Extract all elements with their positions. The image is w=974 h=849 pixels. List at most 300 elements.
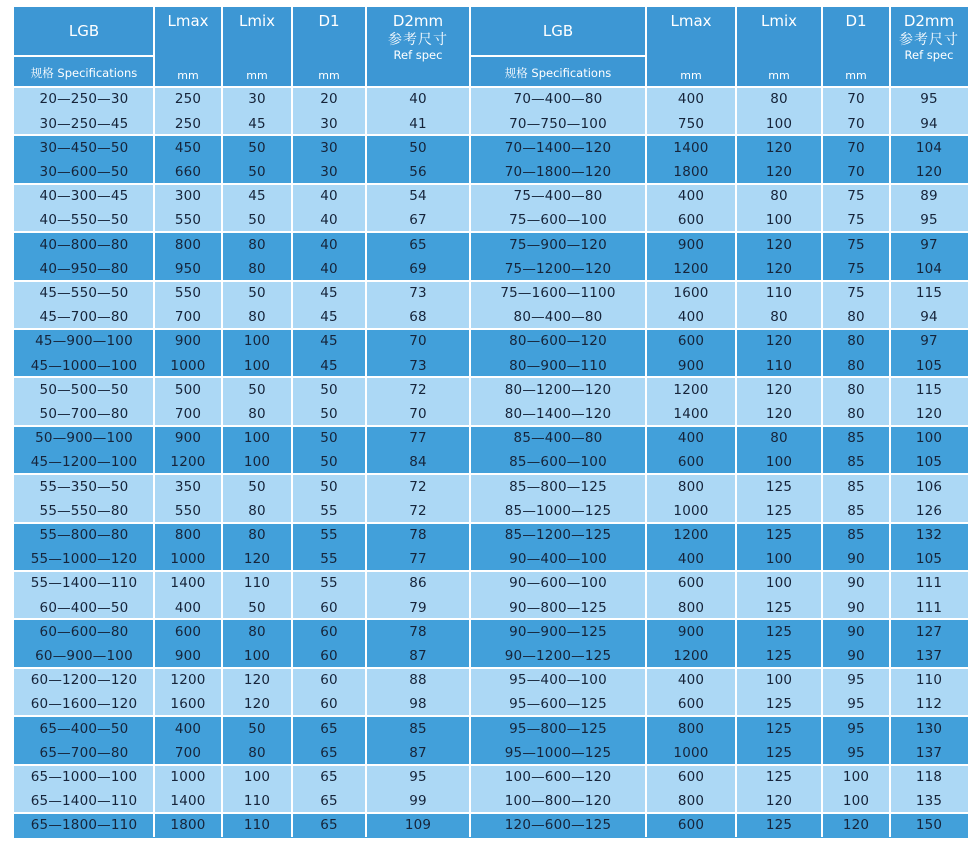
table-cell: 150	[890, 813, 968, 838]
row-divider	[14, 618, 968, 620]
table-cell: 90—900—125	[470, 619, 646, 644]
header-divider	[470, 55, 646, 57]
table-cell: 1800	[154, 813, 222, 838]
row-divider	[14, 715, 968, 717]
table-cell: 104	[890, 256, 968, 281]
table-cell: 86	[366, 571, 470, 596]
table-cell: 70—400—80	[470, 87, 646, 112]
table-cell: 85—1200—125	[470, 523, 646, 548]
table-cell: 40—950—80	[14, 256, 154, 281]
table-cell: 75—400—80	[470, 184, 646, 209]
table-cell: 50	[292, 402, 366, 427]
table-cell: 88	[366, 668, 470, 693]
table-cell: 65—400—50	[14, 716, 154, 741]
table-cell: 97	[890, 232, 968, 257]
table-cell: 400	[646, 184, 736, 209]
table-cell: 50	[366, 135, 470, 160]
table-cell: 60—400—50	[14, 595, 154, 620]
table-cell: 700	[154, 305, 222, 330]
table-cell: 80	[736, 87, 822, 112]
table-cell: 100	[222, 426, 292, 451]
left-header-d2-label: D2mm	[392, 12, 444, 30]
table-cell: 55	[292, 547, 366, 572]
table-cell: 65	[292, 813, 366, 838]
right-header-d1-unit: mm	[845, 69, 867, 83]
left-header-lmax	[154, 7, 222, 87]
table-cell: 40—550—50	[14, 208, 154, 233]
table-cell: 60	[292, 692, 366, 717]
table-cell: 800	[154, 232, 222, 257]
table-cell: 65	[366, 232, 470, 257]
left-header-lgb-label: LGB	[68, 21, 100, 40]
table-cell: 110	[736, 353, 822, 378]
table-cell: 120	[222, 668, 292, 693]
table-cell: 60—600—80	[14, 619, 154, 644]
table-cell: 950	[154, 256, 222, 281]
table-cell: 125	[736, 692, 822, 717]
table-cell: 60	[292, 619, 366, 644]
table-cell: 110	[222, 571, 292, 596]
table-cell: 800	[154, 523, 222, 548]
table-cell: 80	[222, 498, 292, 523]
table-cell: 50—700—80	[14, 402, 154, 427]
right-header-spec	[470, 56, 646, 87]
table-cell: 30	[292, 135, 366, 160]
table-cell: 78	[366, 523, 470, 548]
left-header-d1-unit: mm	[318, 69, 340, 83]
table-cell: 54	[366, 184, 470, 209]
row-divider	[14, 473, 968, 475]
table-cell: 65	[292, 765, 366, 790]
table-cell: 90—400—100	[470, 547, 646, 572]
table-cell: 70	[366, 402, 470, 427]
table-cell: 120	[222, 547, 292, 572]
table-cell: 800	[646, 716, 736, 741]
table-cell: 65	[292, 740, 366, 765]
table-cell: 50	[222, 208, 292, 233]
table-cell: 65—1800—110	[14, 813, 154, 838]
table-cell: 1400	[154, 789, 222, 814]
table-cell: 90—1200—125	[470, 644, 646, 669]
table-cell: 94	[890, 305, 968, 330]
table-cell: 100	[736, 450, 822, 475]
column-divider	[221, 7, 223, 837]
table-cell: 120	[222, 692, 292, 717]
table-cell: 80	[736, 184, 822, 209]
table-cell: 50	[222, 377, 292, 402]
table-cell: 45—1200—100	[14, 450, 154, 475]
table-cell: 106	[890, 474, 968, 499]
table-cell: 118	[890, 765, 968, 790]
column-divider	[469, 7, 471, 837]
row-divider	[14, 812, 968, 814]
table-cell: 45	[292, 353, 366, 378]
table-cell: 115	[890, 377, 968, 402]
table-cell: 75—600—100	[470, 208, 646, 233]
table-cell: 65—700—80	[14, 740, 154, 765]
table-cell: 550	[154, 208, 222, 233]
column-divider	[889, 7, 891, 837]
row-divider	[14, 134, 968, 136]
table-cell: 120	[736, 256, 822, 281]
table-cell: 50	[222, 474, 292, 499]
table-cell: 85	[822, 498, 890, 523]
table-cell: 55	[292, 498, 366, 523]
table-cell: 700	[154, 740, 222, 765]
table-cell: 95	[822, 692, 890, 717]
table-cell: 70—1800—120	[470, 160, 646, 185]
table-cell: 70—1400—120	[470, 135, 646, 160]
table-cell: 110	[890, 668, 968, 693]
table-cell: 900	[646, 353, 736, 378]
table-cell: 1200	[646, 256, 736, 281]
left-header-d1-label: D1	[318, 12, 340, 30]
table-cell: 1200	[646, 523, 736, 548]
spec-table	[14, 7, 968, 841]
left-header-spec-label: 规格 Specifications	[30, 65, 138, 80]
right-header-d1-label: D1	[845, 12, 867, 30]
right-header-spec-label: 规格 Specifications	[504, 65, 612, 80]
table-cell: 550	[154, 281, 222, 306]
table-cell: 120	[736, 232, 822, 257]
table-cell: 80	[222, 523, 292, 548]
table-cell: 65—1400—110	[14, 789, 154, 814]
table-cell: 90—800—125	[470, 595, 646, 620]
table-cell: 125	[736, 595, 822, 620]
table-cell: 65	[292, 789, 366, 814]
table-cell: 45—900—100	[14, 329, 154, 354]
table-cell: 89	[890, 184, 968, 209]
table-cell: 75—900—120	[470, 232, 646, 257]
table-cell: 1200	[154, 450, 222, 475]
row-divider	[14, 522, 968, 524]
table-cell: 100	[736, 208, 822, 233]
row-divider	[14, 280, 968, 282]
right-header-lgb	[470, 7, 646, 56]
table-cell: 75—1200—120	[470, 256, 646, 281]
table-cell: 90—600—100	[470, 571, 646, 596]
table-cell: 60	[292, 644, 366, 669]
table-cell: 100—600—120	[470, 765, 646, 790]
table-cell: 125	[736, 474, 822, 499]
right-header-lgb-label: LGB	[542, 21, 574, 40]
table-cell: 45	[292, 281, 366, 306]
table-cell: 40	[292, 256, 366, 281]
table-cell: 60—1200—120	[14, 668, 154, 693]
table-cell: 600	[646, 208, 736, 233]
table-cell: 115	[890, 281, 968, 306]
table-cell: 80—400—80	[470, 305, 646, 330]
table-cell: 120	[822, 813, 890, 838]
table-cell: 900	[646, 619, 736, 644]
table-cell: 85—800—125	[470, 474, 646, 499]
table-cell: 110	[222, 813, 292, 838]
table-cell: 45—550—50	[14, 281, 154, 306]
table-cell: 95—400—100	[470, 668, 646, 693]
table-cell: 800	[646, 595, 736, 620]
table-cell: 45	[222, 184, 292, 209]
table-cell: 50—900—100	[14, 426, 154, 451]
table-cell: 30—600—50	[14, 160, 154, 185]
row-divider	[14, 86, 968, 88]
right-header-d2-ref: Ref spec	[904, 48, 954, 63]
right-header-d1	[822, 7, 890, 87]
table-cell: 1000	[154, 353, 222, 378]
table-cell: 600	[646, 813, 736, 838]
row-divider	[14, 328, 968, 330]
right-header-d2-cn: 参考尺寸	[899, 32, 959, 49]
table-cell: 70	[366, 329, 470, 354]
table-cell: 100	[822, 789, 890, 814]
table-cell: 68	[366, 305, 470, 330]
table-cell: 85—400—80	[470, 426, 646, 451]
table-cell: 300	[154, 184, 222, 209]
table-cell: 72	[366, 474, 470, 499]
table-cell: 90	[822, 547, 890, 572]
table-cell: 55	[292, 523, 366, 548]
table-cell: 125	[736, 813, 822, 838]
table-cell: 120	[736, 135, 822, 160]
table-cell: 750	[646, 111, 736, 136]
table-cell: 120	[736, 402, 822, 427]
right-header-lmix-label: Lmix	[760, 12, 797, 30]
table-cell: 900	[154, 426, 222, 451]
table-cell: 80	[222, 256, 292, 281]
column-divider	[735, 7, 737, 837]
table-cell: 85—600—100	[470, 450, 646, 475]
table-cell: 125	[736, 523, 822, 548]
table-cell: 85	[822, 450, 890, 475]
table-cell: 120—600—125	[470, 813, 646, 838]
table-cell: 87	[366, 644, 470, 669]
table-cell: 30—450—50	[14, 135, 154, 160]
table-cell: 1200	[646, 644, 736, 669]
left-header-d1	[292, 7, 366, 87]
table-cell: 600	[154, 619, 222, 644]
table-cell: 120	[736, 329, 822, 354]
table-cell: 95	[822, 668, 890, 693]
table-cell: 50	[222, 595, 292, 620]
table-cell: 97	[890, 329, 968, 354]
right-header-lmix	[736, 7, 822, 87]
table-cell: 100—800—120	[470, 789, 646, 814]
table-cell: 100	[822, 765, 890, 790]
table-cell: 800	[646, 474, 736, 499]
table-cell: 800	[646, 789, 736, 814]
table-cell: 120	[736, 160, 822, 185]
table-cell: 105	[890, 547, 968, 572]
table-cell: 75	[822, 281, 890, 306]
table-cell: 600	[646, 450, 736, 475]
table-cell: 45	[292, 305, 366, 330]
row-divider	[14, 231, 968, 233]
table-cell: 87	[366, 740, 470, 765]
table-cell: 50	[292, 474, 366, 499]
left-header-d2	[366, 7, 470, 87]
table-cell: 132	[890, 523, 968, 548]
table-cell: 79	[366, 595, 470, 620]
table-cell: 55—550—80	[14, 498, 154, 523]
table-cell: 90	[822, 619, 890, 644]
table-cell: 73	[366, 281, 470, 306]
table-cell: 75—1600—1100	[470, 281, 646, 306]
table-cell: 50	[222, 281, 292, 306]
table-cell: 100	[736, 547, 822, 572]
table-cell: 50	[222, 160, 292, 185]
table-cell: 600	[646, 329, 736, 354]
table-cell: 350	[154, 474, 222, 499]
table-cell: 600	[646, 692, 736, 717]
table-cell: 77	[366, 426, 470, 451]
column-divider	[821, 7, 823, 837]
table-cell: 80	[222, 305, 292, 330]
table-cell: 70	[822, 111, 890, 136]
table-cell: 104	[890, 135, 968, 160]
header-divider	[14, 55, 154, 57]
table-cell: 95	[822, 716, 890, 741]
table-cell: 1600	[646, 281, 736, 306]
table-cell: 400	[646, 87, 736, 112]
table-cell: 80	[222, 402, 292, 427]
table-cell: 73	[366, 353, 470, 378]
table-cell: 41	[366, 111, 470, 136]
table-cell: 30	[292, 160, 366, 185]
table-cell: 70	[822, 87, 890, 112]
table-cell: 80	[222, 740, 292, 765]
left-header-d2-ref: Ref spec	[393, 48, 443, 63]
table-cell: 50	[292, 426, 366, 451]
table-cell: 100	[736, 668, 822, 693]
table-cell: 70—750—100	[470, 111, 646, 136]
table-cell: 40	[292, 184, 366, 209]
left-header-lmax-unit: mm	[177, 69, 199, 83]
table-cell: 1600	[154, 692, 222, 717]
table-cell: 20	[292, 87, 366, 112]
table-cell: 55	[292, 571, 366, 596]
table-cell: 1000	[646, 740, 736, 765]
column-divider	[365, 7, 367, 837]
table-cell: 55—350—50	[14, 474, 154, 499]
table-cell: 400	[646, 668, 736, 693]
row-divider	[14, 376, 968, 378]
table-cell: 250	[154, 111, 222, 136]
table-cell: 45—700—80	[14, 305, 154, 330]
table-cell: 70	[822, 160, 890, 185]
table-cell: 80—600—120	[470, 329, 646, 354]
left-header-d2-cn: 参考尺寸	[388, 32, 448, 49]
table-cell: 550	[154, 498, 222, 523]
table-cell: 69	[366, 256, 470, 281]
column-divider	[291, 7, 293, 837]
table-cell: 40—300—45	[14, 184, 154, 209]
table-cell: 40—800—80	[14, 232, 154, 257]
table-cell: 137	[890, 740, 968, 765]
table-cell: 72	[366, 498, 470, 523]
table-cell: 105	[890, 353, 968, 378]
table-cell: 450	[154, 135, 222, 160]
table-cell: 65	[292, 716, 366, 741]
table-cell: 111	[890, 571, 968, 596]
table-cell: 50	[292, 377, 366, 402]
table-cell: 94	[890, 111, 968, 136]
table-cell: 900	[646, 232, 736, 257]
table-cell: 55—1400—110	[14, 571, 154, 596]
table-cell: 60	[292, 668, 366, 693]
table-cell: 250	[154, 87, 222, 112]
table-cell: 125	[736, 716, 822, 741]
table-cell: 80	[822, 353, 890, 378]
table-cell: 77	[366, 547, 470, 572]
table-cell: 84	[366, 450, 470, 475]
table-cell: 78	[366, 619, 470, 644]
right-header-lmax	[646, 7, 736, 87]
table-cell: 75	[822, 256, 890, 281]
table-cell: 1000	[646, 498, 736, 523]
table-cell: 45	[292, 329, 366, 354]
table-cell: 75	[822, 232, 890, 257]
table-cell: 120	[736, 789, 822, 814]
table-cell: 1000	[154, 547, 222, 572]
table-cell: 135	[890, 789, 968, 814]
table-cell: 100	[890, 426, 968, 451]
left-header-lmix-unit: mm	[246, 69, 268, 83]
table-cell: 80	[222, 232, 292, 257]
table-cell: 40	[366, 87, 470, 112]
table-cell: 95—600—125	[470, 692, 646, 717]
table-cell: 400	[154, 595, 222, 620]
right-header-d2	[890, 7, 968, 87]
table-cell: 95	[890, 87, 968, 112]
right-header-lmax-unit: mm	[680, 69, 702, 83]
table-cell: 125	[736, 498, 822, 523]
table-cell: 85	[822, 426, 890, 451]
table-cell: 80—1200—120	[470, 377, 646, 402]
left-header-spec	[14, 56, 154, 87]
table-cell: 60—1600—120	[14, 692, 154, 717]
table-cell: 30	[222, 87, 292, 112]
table-cell: 85	[366, 716, 470, 741]
column-divider	[645, 7, 647, 837]
table-cell: 80	[736, 426, 822, 451]
table-cell: 127	[890, 619, 968, 644]
table-cell: 80—1400—120	[470, 402, 646, 427]
table-cell: 80	[822, 329, 890, 354]
table-cell: 50	[222, 135, 292, 160]
table-cell: 80	[822, 377, 890, 402]
table-cell: 95	[890, 208, 968, 233]
table-cell: 40	[292, 232, 366, 257]
table-cell: 99	[366, 789, 470, 814]
table-cell: 700	[154, 402, 222, 427]
table-cell: 1800	[646, 160, 736, 185]
row-divider	[14, 764, 968, 766]
right-header-lmix-unit: mm	[768, 69, 790, 83]
table-cell: 67	[366, 208, 470, 233]
left-header-lmax-label: Lmax	[167, 12, 209, 30]
table-cell: 400	[154, 716, 222, 741]
table-cell: 40	[292, 208, 366, 233]
table-cell: 1400	[646, 402, 736, 427]
table-cell: 600	[646, 765, 736, 790]
table-cell: 1400	[646, 135, 736, 160]
table-cell: 125	[736, 765, 822, 790]
table-cell: 65—1000—100	[14, 765, 154, 790]
table-cell: 109	[366, 813, 470, 838]
table-cell: 85	[822, 523, 890, 548]
table-cell: 30	[292, 111, 366, 136]
table-cell: 130	[890, 716, 968, 741]
table-cell: 90	[822, 571, 890, 596]
